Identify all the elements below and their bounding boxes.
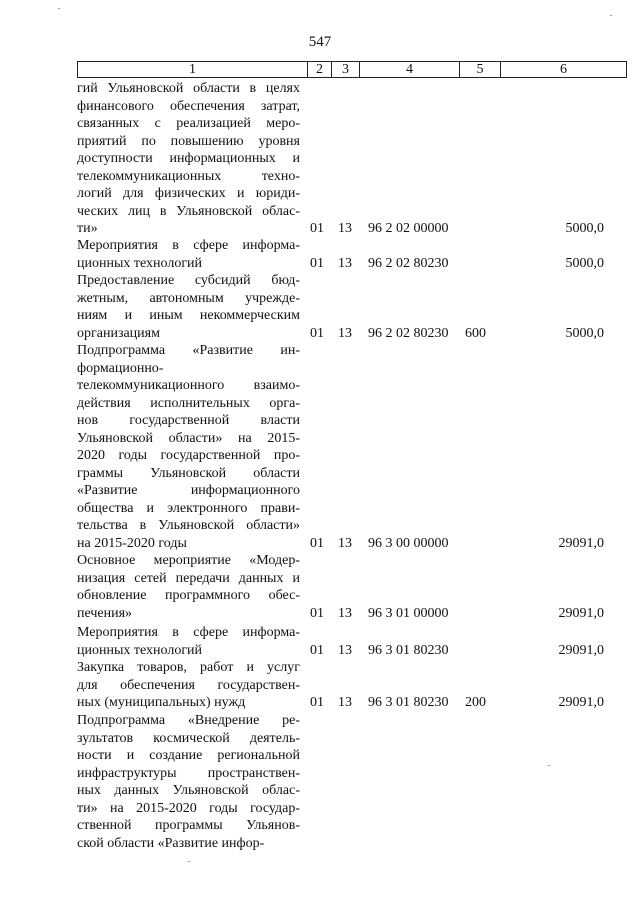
description-line: Мероприятия в сфере информа-	[77, 238, 300, 253]
row-description	[77, 342, 300, 552]
description-line: ных (муниципальных) нужд	[77, 695, 246, 710]
row-description	[77, 712, 300, 852]
cell-col-3: 13	[338, 325, 352, 341]
description-line: логий для физических и юриди-	[77, 186, 300, 201]
description-line: 2020 годы государственной про-	[77, 448, 300, 463]
cell-col-6: 5000,0	[565, 255, 604, 271]
description-line: формационно-	[77, 360, 164, 376]
header-col-6: 6	[560, 62, 567, 77]
description-line: тельства в Ульяновской области»	[77, 518, 300, 533]
header-col-2: 2	[308, 62, 332, 77]
description-line: Закупка товаров, работ и услуг	[77, 660, 300, 675]
description-line: Подпрограмма «Внедрение ре-	[77, 713, 300, 728]
description-line: зультатов космической деятель-	[77, 730, 300, 746]
row-description	[77, 624, 300, 659]
cell-col-2: 01	[310, 535, 324, 551]
cell-col-3: 13	[338, 535, 352, 551]
cell-col-2: 01	[310, 695, 324, 710]
description-line: гий Ульяновской области в целях	[77, 81, 300, 96]
cell-col-3: 13	[338, 221, 352, 236]
description-line: Основное мероприятие «Модер-	[77, 553, 300, 568]
cell-col-3: 13	[338, 255, 352, 271]
description-line: обновление программного обес-	[77, 588, 300, 603]
description-line: печения»	[77, 605, 133, 621]
row-description	[77, 659, 300, 712]
description-line: Ульяновской области» на 2015-	[77, 430, 300, 446]
scan-speck	[188, 861, 190, 862]
cell-col-3: 13	[338, 605, 352, 621]
scan-speck	[548, 765, 550, 766]
cell-col-2: 01	[310, 642, 324, 658]
description-line: на 2015-2020 годы	[77, 535, 187, 551]
cell-col-6: 29091,0	[558, 605, 604, 621]
description-line: связанных с реализацией меро-	[77, 116, 300, 131]
cell-col-4: 96 3 01 80230	[368, 642, 449, 658]
cell-col-6: 29091,0	[558, 642, 604, 658]
description-line: общества и электронного прави-	[77, 500, 300, 516]
header-col-1: 1	[78, 62, 308, 77]
cell-col-6: 29091,0	[558, 695, 604, 710]
description-line: Предоставление субсидий бюд-	[77, 273, 300, 288]
cell-col-6: 5000,0	[565, 221, 604, 236]
description-line: ционных технологий	[77, 255, 203, 271]
cell-col-2: 01	[310, 325, 324, 341]
row-description	[77, 237, 300, 272]
table-header	[77, 61, 627, 78]
description-line: жетным, автономным учрежде-	[77, 290, 300, 306]
cell-col-4: 96 2 02 00000	[368, 221, 449, 236]
cell-col-2: 01	[310, 255, 324, 271]
scan-speck	[610, 15, 612, 16]
description-line: нов государственной власти	[77, 413, 300, 428]
description-line: доступности информационных и	[77, 151, 300, 166]
description-line: Подпрограмма «Развитие ин-	[77, 343, 300, 358]
cell-col-4: 96 3 00 00000	[368, 535, 449, 551]
description-line: Мероприятия в сфере информа-	[77, 625, 300, 640]
description-line: ности и создание региональной	[77, 748, 300, 763]
page-number: 547	[308, 34, 332, 50]
cell-col-3: 13	[338, 695, 352, 710]
description-line: финансового обеспечения затрат,	[77, 98, 300, 114]
scan-speck	[58, 8, 60, 9]
description-line: действия исполнительных орга-	[77, 395, 300, 411]
header-col-3: 3	[332, 62, 360, 77]
description-line: телекоммуникационных техно-	[77, 168, 300, 184]
description-line: граммы Ульяновской области	[77, 465, 300, 481]
header-col-4: 4	[360, 62, 460, 77]
description-line: для обеспечения государствен-	[77, 677, 300, 693]
cell-col-3: 13	[338, 642, 352, 658]
cell-col-4: 96 2 02 80230	[368, 255, 449, 271]
cell-col-5: 600	[465, 325, 486, 341]
description-line: приятий по повышению уровня	[77, 133, 300, 149]
description-line: ти»	[77, 221, 98, 236]
description-line: ных данных Ульяновской облас-	[77, 783, 300, 798]
row-description	[77, 80, 300, 238]
cell-col-4: 96 3 01 80230	[368, 695, 449, 710]
header-col-5: 5	[460, 62, 501, 77]
cell-col-6: 5000,0	[565, 325, 604, 341]
description-line: ниям и иным некоммерческим	[77, 308, 300, 323]
row-description	[77, 552, 300, 622]
cell-col-5: 200	[465, 695, 486, 710]
description-line: телекоммуникационного взаимо-	[77, 378, 300, 393]
description-line: ственной программы Ульянов-	[77, 818, 300, 833]
description-line: ти» на 2015-2020 годы государ-	[77, 800, 300, 816]
cell-col-4: 96 3 01 00000	[368, 605, 449, 621]
description-line: «Развитие информационного	[77, 483, 300, 498]
cell-col-6: 29091,0	[558, 535, 604, 551]
description-line: ческих лиц в Ульяновской облас-	[77, 203, 300, 219]
description-line: ционных технологий	[77, 642, 203, 658]
row-description	[77, 272, 300, 342]
cell-col-2: 01	[310, 221, 324, 236]
cell-col-2: 01	[310, 605, 324, 621]
description-line: инфраструктуры пространствен-	[77, 765, 300, 781]
description-line: ской области «Развитие инфор-	[77, 835, 265, 851]
description-line: организациям	[77, 325, 160, 341]
cell-col-4: 96 2 02 80230	[368, 325, 449, 341]
description-line: низация сетей передачи данных и	[77, 570, 300, 586]
